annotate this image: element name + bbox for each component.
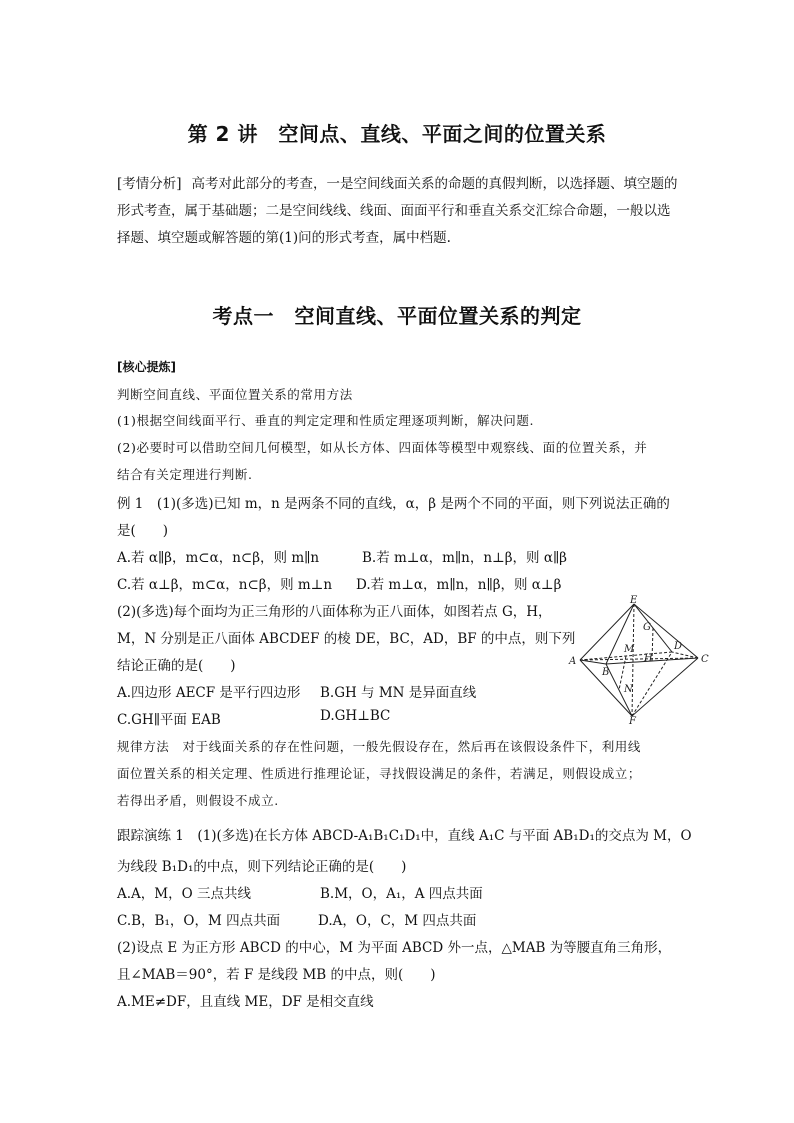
label-e: E bbox=[630, 595, 638, 606]
practice1-q2-option-a: A.ME≠DF，且直线 ME，DF 是相交直线 bbox=[117, 994, 374, 1010]
method-line-2: 面位置关系的相关定理、性质进行推理论证，寻找假设满足的条件，若满足，则假设成立； bbox=[117, 766, 642, 781]
example1-q2-option-c: C.GH∥平面 EAB bbox=[117, 712, 221, 728]
practice1-q1-line1: 跟踪演练 1 (1)(多选)在长方体 ABCD-A₁B₁C₁D₁中，直线 A₁C 与平面 AB₁D₁的交点为 M，O bbox=[117, 828, 692, 844]
example1-q2-option-a: A.四边形 AECF 是平行四边形 bbox=[117, 685, 301, 701]
practice1-option-b: B.M，O，A₁，A 四点共面 bbox=[320, 886, 483, 902]
analysis-paragraph bbox=[117, 171, 683, 252]
label-c: C bbox=[701, 654, 709, 665]
example1-q1-line1: 例 1 (1)(多选)已知 m，n 是两条不同的直线，α，β 是两个不同的平面，则下列说法正确的 bbox=[117, 496, 670, 512]
example1-option-c: C.若 α⊥β，m⊂α，n⊂β，则 m⊥n bbox=[117, 577, 333, 593]
example1-option-b: B.若 m⊥α，m∥n，n⊥β，则 α∥β bbox=[362, 550, 567, 566]
label-f: F bbox=[629, 716, 636, 724]
section-title: 考点一 空间直线、平面位置关系的判定 bbox=[212, 304, 582, 328]
core-line-3: (2)必要时可以借助空间几何模型，如从长方体、四面体等模型中观察线、面的位置关系，并 bbox=[117, 440, 648, 455]
example1-q2-line3: 结论正确的是( ) bbox=[117, 658, 236, 674]
example1-option-d: D.若 m⊥α，m∥n，n∥β，则 α⊥β bbox=[356, 577, 562, 593]
example1-q2-option-d: D.GH⊥BC bbox=[320, 708, 391, 724]
label-d: D bbox=[674, 641, 683, 652]
edge-eb bbox=[606, 604, 634, 664]
method-line-3: 若得出矛盾，则假设不成立. bbox=[117, 793, 279, 808]
core-line-2: (1)根据空间线面平行、垂直的判定定理和性质定理逐项判断，解决问题. bbox=[117, 413, 535, 428]
example1-q2-option-b: B.GH 与 MN 是异面直线 bbox=[320, 685, 477, 701]
practice1-option-c: C.B，B₁，O，M 四点共面 bbox=[117, 913, 281, 929]
label-h: H bbox=[644, 653, 653, 664]
practice1-q2-line2: 且∠MAB＝90°，若 F 是线段 MB 的中点，则( ) bbox=[117, 967, 436, 983]
lecture-title: 第 2 讲 空间点、直线、平面之间的位置关系 bbox=[187, 122, 607, 146]
label-n: N bbox=[624, 684, 633, 695]
label-b: B bbox=[602, 667, 610, 678]
example1-q2-line1: (2)(多选)每个面均为正三角形的八面体称为正八面体，如图若点 G，H， bbox=[117, 604, 552, 620]
example1-q2-line2: M，N 分别是正八面体 ABCDEF 的棱 DE，BC，AD，BF 的中点，则下列 bbox=[117, 631, 576, 647]
analysis-text: 高考对此部分的考查，一是空间线面关系的命题的真假判断，以选择题、填空题的形式考查，属于基础题；二是空间线线、线面、面面平行和垂直关系交汇综合命题，一般以选择题、填空题或解答题的第(1)问的形式考查，属中档题. bbox=[117, 176, 678, 246]
core-line-1: 判断空间直线、平面位置关系的常用方法 bbox=[117, 387, 353, 402]
practice1-option-a: A.A，M，O 三点共线 bbox=[117, 886, 251, 902]
edge-ab bbox=[580, 660, 606, 664]
practice1-q2-line1: (2)设点 E 为正方形 ABCD 的中心，M 为平面 ABCD 外一点，△MAB 为等腰直角三角形， bbox=[117, 940, 672, 956]
analysis-tag: [考情分析] bbox=[117, 176, 182, 192]
label-a: A bbox=[569, 656, 577, 667]
axis-ef bbox=[632, 604, 634, 716]
label-m: M bbox=[624, 644, 635, 655]
edge-fc bbox=[632, 658, 698, 716]
method-line-1: 规律方法 对于线面关系的存在性问题，一般先假设存在，然后再在该假设条件下，利用线 bbox=[117, 739, 642, 754]
label-g: G bbox=[643, 622, 651, 633]
octahedron-figure bbox=[568, 594, 718, 724]
core-tag: [核心提炼] bbox=[117, 360, 176, 374]
practice1-option-d: D.A，O，C，M 四点共面 bbox=[318, 913, 477, 929]
example1-q1-line2: 是( ) bbox=[117, 523, 169, 539]
practice1-q1-line2: 为线段 B₁D₁的中点，则下列结论正确的是( ) bbox=[117, 859, 407, 875]
example1-option-a: A.若 α∥β，m⊂α，n⊂β，则 m∥n bbox=[117, 550, 320, 566]
core-line-4: 结合有关定理进行判断. bbox=[117, 467, 253, 482]
